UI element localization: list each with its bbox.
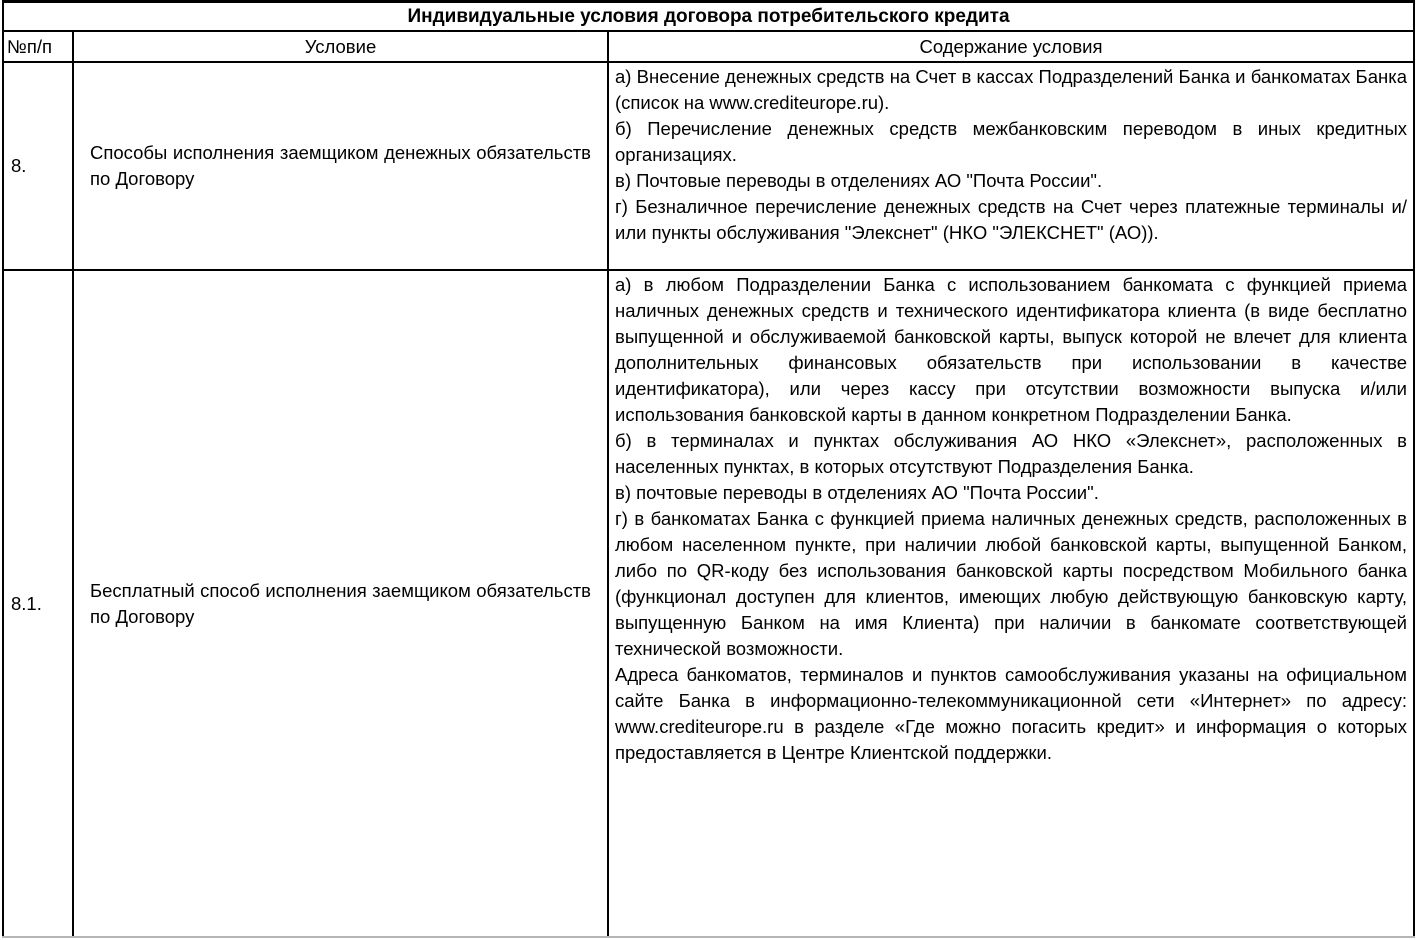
content-paragraph: г) Безналичное перечисление денежных средств на Счет через платежные терминалы и/или пункты обслуживания "Элекснет" (НКО "ЭЛЕКСНЕТ" (АО)). [615, 196, 1407, 243]
content-paragraph: Адреса банкоматов, терминалов и пунктов самообслуживания указаны на официальном сайте Банка в информационно-телекоммуникационной сети «Интернет» по адресу: www.crediteurope.ru в разделе «Где можно погасить кредит» и информация о которых предоставляется в Центре Клиентской поддержки. [615, 664, 1407, 763]
content-cell [608, 62, 1414, 270]
credit-terms-table [2, 0, 1415, 938]
header-row [3, 31, 1414, 62]
table-row-8-1 [3, 270, 1414, 937]
content-paragraph: а) в любом Подразделении Банка с использованием банкомата с функцией приема наличных денежных средств и технического идентификатора клиента (в виде бесплатно выпущенной и обслуживаемой банковской карты, выпуск которой не влечет для клиента дополнительных финансовых обязательств при использовании в качестве идентификатора), или через кассу при отсутствии возможности выпуска и/или использования банковской карты в данном конкретном Подразделении Банка. [615, 274, 1407, 425]
row-number: 8. [3, 62, 73, 270]
column-header-condition: Условие [73, 31, 608, 62]
content-paragraph: а) Внесение денежных средств на Счет в кассах Подразделений Банка и банкоматах Банка (список на www.crediteurope.ru). [615, 66, 1407, 113]
content-paragraph: в) почтовые переводы в отделениях АО "Почта России". [615, 482, 1099, 503]
content-paragraph: б) Перечисление денежных средств межбанковским переводом в иных кредитных организациях. [615, 118, 1407, 165]
condition-cell: Способы исполнения заемщиком денежных обязательств по Договору [73, 62, 608, 270]
content-cell [608, 270, 1414, 937]
content-paragraph: г) в банкоматах Банка с функцией приема наличных денежных средств, расположенных в любом населенном пункте, при наличии любой банковской карты, выпущенной Банком, либо по QR-коду без использования банковской карты посредством Мобильного банка (функционал доступен для клиентов, имеющих любую действующую банковскую карту, выпущенную Банком на имя Клиента) при наличии в банкомате соответствующей технической возможности. [615, 508, 1407, 659]
column-header-content: Содержание условия [608, 31, 1414, 62]
table-row-8 [3, 62, 1414, 270]
title-row [3, 2, 1414, 32]
content-paragraph: в) Почтовые переводы в отделениях АО "Почта России". [615, 170, 1103, 191]
condition-cell: Бесплатный способ исполнения заемщиком обязательств по Договору [73, 270, 608, 937]
content-paragraph: б) в терминалах и пунктах обслуживания АО НКО «Элекснет», расположенных в населенных пунктах, в которых отсутствуют Подразделения Банка. [615, 430, 1407, 477]
page-title: Индивидуальные условия договора потребительского кредита [3, 2, 1414, 32]
row-number: 8.1. [3, 270, 73, 937]
column-header-num: №п/п [3, 31, 73, 62]
